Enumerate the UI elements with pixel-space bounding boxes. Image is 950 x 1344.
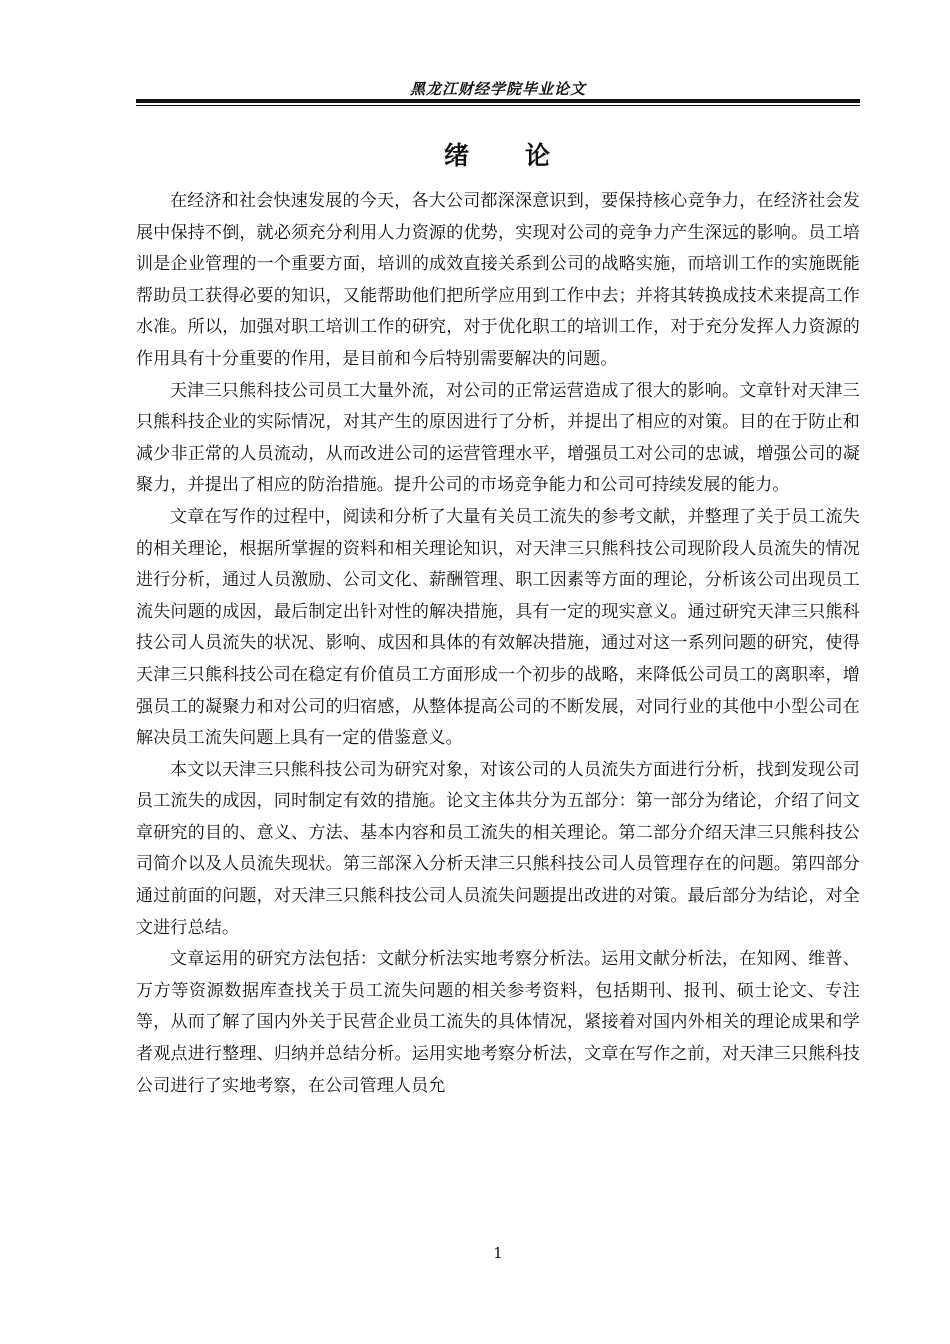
page-number: 1	[493, 1244, 503, 1262]
running-header: 黑龙江财经学院毕业论文	[409, 80, 586, 98]
paragraph-3: 文章在写作的过程中，阅读和分析了大量有关员工流失的参考文献，并整理了关于员工流失的相关理论，根据所掌握的资料和相关理论知识，对天津三只熊科技公司现阶段人员流失的情况进行分析，通过人员激励、公司文化、薪酬管理、职工因素等方面的理论，分析该公司出现员工流失问题的成因，最后制定出针对性的解决措施，具有一定的现实意义。通过研究天津三只熊科技公司人员流失的状况、影响、成因和具体的有效解决措施，通过对这一系列问题的研究，使得天津三只熊科技公司在稳定有价值员工方面形成一个初步的战略，来降低公司员工的离职率，增强员工的凝聚力和对公司的归宿感，从整体提高公司的不断发展，对同行业的其他中小型公司在解决员工流失问题上具有一定的借鉴意义。	[136, 506, 860, 749]
paragraph-4: 本文以天津三只熊科技公司为研究对象，对该公司的人员流失方面进行分析，找到发现公司员工流失的成因，同时制定有效的措施。论文主体共分为五部分：第一部分为绪论，介绍了问文章研究的目的、意义、方法、基本内容和员工流失的相关理论。第二部分介绍天津三只熊科技公司简介以及人员流失现状。第三部深入分析天津三只熊科技公司人员管理存在的问题。第四部分通过前面的问题，对天津三只熊科技公司人员流失问题提出改进的对策。最后部分为结论，对全文进行总结。	[136, 759, 860, 938]
chapter-title: 绪 论	[443, 141, 552, 170]
header-rule-thick	[136, 99, 860, 103]
paragraph-2: 天津三只熊科技公司员工大量外流，对公司的正常运营造成了很大的影响。文章针对天津三只熊科技企业的实际情况，对其产生的原因进行了分析，并提出了相应的对策。目的在于防止和减少非正常的人员流动，从而改进公司的运营管理水平，增强员工对公司的忠诚，增强公司的凝聚力，并提出了相应的防治措施。提升公司的市场竞争能力和公司可持续发展的能力。	[136, 380, 860, 496]
paragraph-1: 在经济和社会快速发展的今天，各大公司都深深意识到，要保持核心竞争力，在经济社会发展中保持不倒，就必须充分利用人力资源的优势，实现对公司的竞争力产生深远的影响。员工培训是企业管理的一个重要方面，培训的成效直接关系到公司的战略实施，而培训工作的实施既能帮助员工获得必要的知识，又能帮助他们把所学应用到工作中去；并将其转换成技术来提高工作水准。所以，加强对职工培训工作的研究，对于优化职工的培训工作，对于充分发挥人力资源的作用具有十分重要的作用，是目前和今后特别需要解决的问题。	[136, 191, 860, 369]
header-rule-thin	[136, 105, 860, 106]
body-text	[136, 186, 860, 1102]
paragraph-5: 文章运用的研究方法包括：文献分析法实地考察分析法。运用文献分析法，在知网、维普、万方等资源数据库查找关于员工流失问题的相关参考资料，包括期刊、报刊、硕士论文、专注等，从而了解了国内外关于民营企业员工流失的具体情况，紧接着对国内外相关的理论成果和学者观点进行整理、归纳并总结分析。运用实地考察分析法，文章在写作之前，对天津三只熊科技公司进行了实地考察，在公司管理人员允	[136, 949, 860, 1096]
